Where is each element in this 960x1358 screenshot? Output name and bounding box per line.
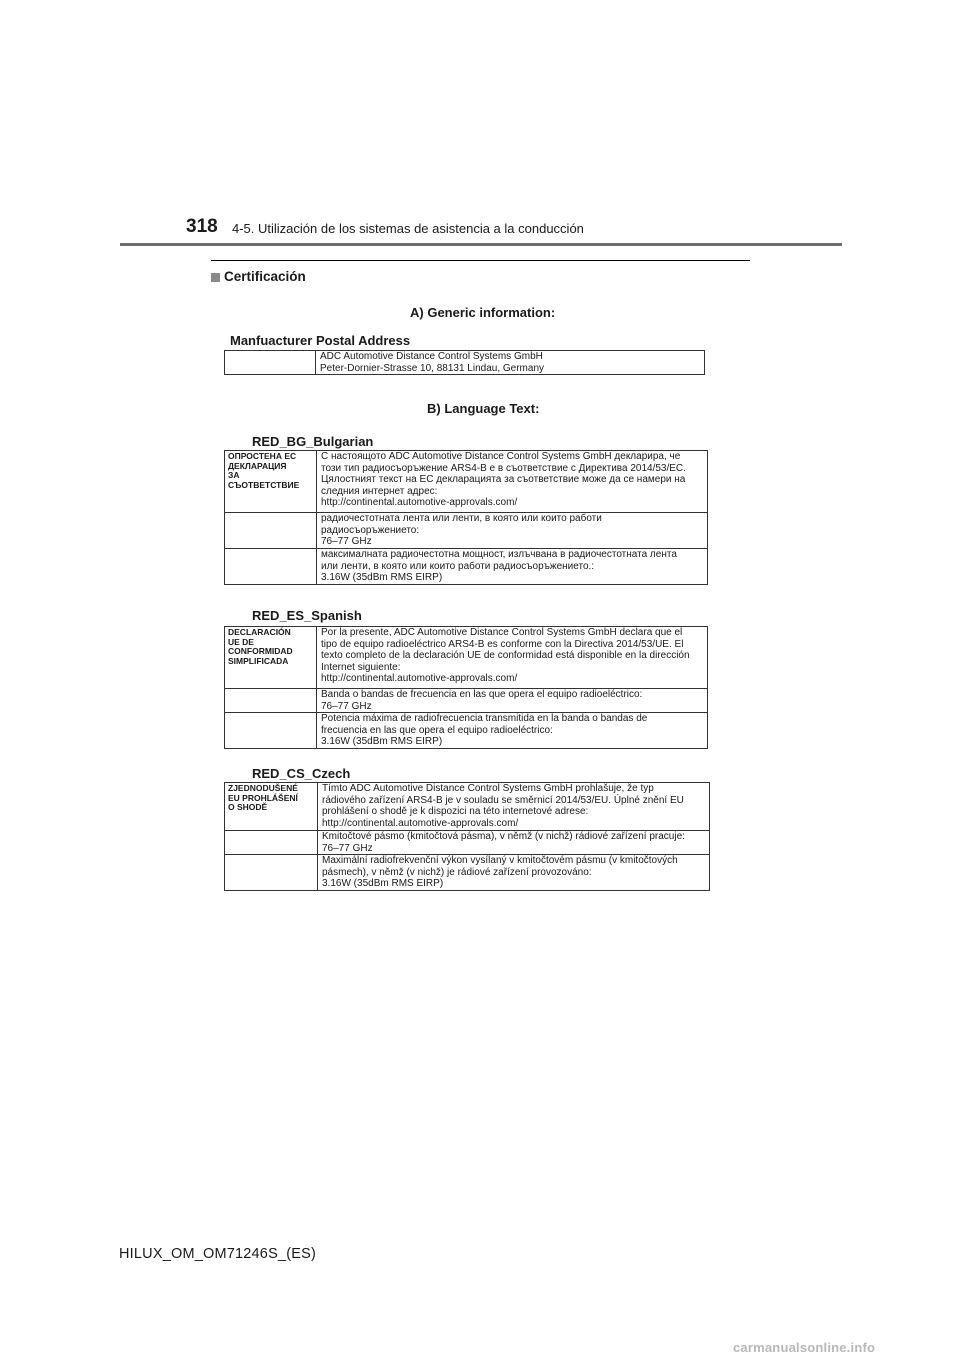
- section-divider: [211, 260, 750, 261]
- declaration-label-cell: ОПРОСТЕНА ЕС ДЕКЛАРАЦИЯ ЗА СЪОТВЕТСТВИЕ: [225, 451, 317, 513]
- declaration-text-cell: С настоящото ADC Automotive Distance Control Systems GmbH декларира, че този тип радиосъоръжение ARS4-B е в съответствие с Директива 2014/53/ЕС. Цялостният текст на ЕС декларацията за съответствие може да се намери на следния интернет адрес: http://continental.automotive-approvals.com/: [317, 451, 708, 513]
- address-label-cell: [225, 351, 316, 375]
- empty-label-cell: [225, 689, 317, 713]
- header-title: 4-5. Utilización de los sistemas de asistencia a la conducción: [232, 221, 584, 236]
- document-code: HILUX_OM_OM71246S_(ES): [119, 1246, 317, 1262]
- max-power-cell: Maximální radiofrekvenční výkon vysílaný v kmitočtovém pásmu (v kmitočtových pásmech), v němž (v nichž) je rádiové zařízení provozováno: 3.16W (35dBm RMS EIRP): [318, 855, 710, 891]
- declaration-text-cell: Por la presente, ADC Automotive Distance Control Systems GmbH declara que el tipo de equipo radioeléctrico ARS4-B es conforme con la Directiva 2014/53/UE. El texto completo de la declaración UE de conformidad está disponible en la dirección Internet siguiente: http://continental.automotive-approvals.com/: [317, 627, 708, 689]
- table-row: [225, 549, 708, 585]
- empty-label-cell: [225, 855, 318, 891]
- table-row: [225, 831, 710, 855]
- table-row: [225, 627, 708, 689]
- table-row: [225, 783, 710, 831]
- table-row: [225, 855, 710, 891]
- declaration-label-cell: DECLARACIÓN UE DE CONFORMIDAD SIMPLIFICADA: [225, 627, 317, 689]
- table-row: [225, 713, 708, 749]
- language-heading: B) Language Text:: [427, 401, 540, 416]
- empty-label-cell: [225, 513, 317, 549]
- section-heading: [211, 269, 306, 285]
- empty-label-cell: [225, 713, 317, 749]
- spanish-table: [224, 626, 708, 749]
- frequency-band-cell: радиочестотната лента или ленти, в която или които работи радиосъоръжението: 76–77 GHz: [317, 513, 708, 549]
- empty-label-cell: [225, 549, 317, 585]
- table-row: [225, 689, 708, 713]
- bulgarian-title: RED_BG_Bulgarian: [252, 434, 374, 449]
- address-table: [224, 350, 705, 375]
- empty-label-cell: [225, 831, 318, 855]
- bulgarian-table: [224, 450, 708, 585]
- max-power-cell: максималната радиочестотна мощност, излъчвана в радиочестотната лента или ленти, в която или които работи радиосъоръжението.: 3.16W (35dBm RMS EIRP): [317, 549, 708, 585]
- header-rule: [120, 243, 842, 246]
- address-line: ADC Automotive Distance Control Systems GmbH: [320, 351, 543, 362]
- table-row: [225, 513, 708, 549]
- frequency-band-cell: Banda o bandas de frecuencia en las que opera el equipo radioeléctrico: 76–77 GHz: [317, 689, 708, 713]
- spanish-title: RED_ES_Spanish: [252, 608, 362, 623]
- generic-heading: A) Generic information:: [410, 305, 556, 320]
- section-heading-text: Certificación: [224, 269, 306, 284]
- page-number: 318: [186, 216, 218, 237]
- table-row: [225, 451, 708, 513]
- square-bullet-icon: [211, 273, 220, 282]
- watermark[interactable]: carmanualsonline.info: [733, 1340, 876, 1355]
- table-row: [225, 351, 705, 375]
- address-line: Peter-Dornier-Strasse 10, 88131 Lindau, Germany: [320, 362, 545, 374]
- declaration-label-cell: ZJEDNODUŠENÉ EU PROHLÁŠENÍ O SHODĚ: [225, 783, 318, 831]
- frequency-band-cell: Kmitočtové pásmo (kmitočtová pásma), v němž (v nichž) rádiové zařízení pracuje: 76–77 GHz: [318, 831, 710, 855]
- postal-address-label: Manfuacturer Postal Address: [230, 333, 411, 348]
- address-cell: [316, 351, 705, 375]
- declaration-text-cell: Tímto ADC Automotive Distance Control Systems GmbH prohlašuje, že typ rádiového zařízení ARS4-B je v souladu se směrnicí 2014/53/EU. Úplné znění EU prohlášení o shodě je k dispozici na této internetové adrese: http://continental.automotive-approvals.com/: [318, 783, 710, 831]
- max-power-cell: Potencia máxima de radiofrecuencia transmitida en la banda o bandas de frecuencia en las que opera el equipo radioeléctrico: 3.16W (35dBm RMS EIRP): [317, 713, 708, 749]
- czech-table: [224, 782, 710, 891]
- czech-title: RED_CS_Czech: [252, 766, 351, 781]
